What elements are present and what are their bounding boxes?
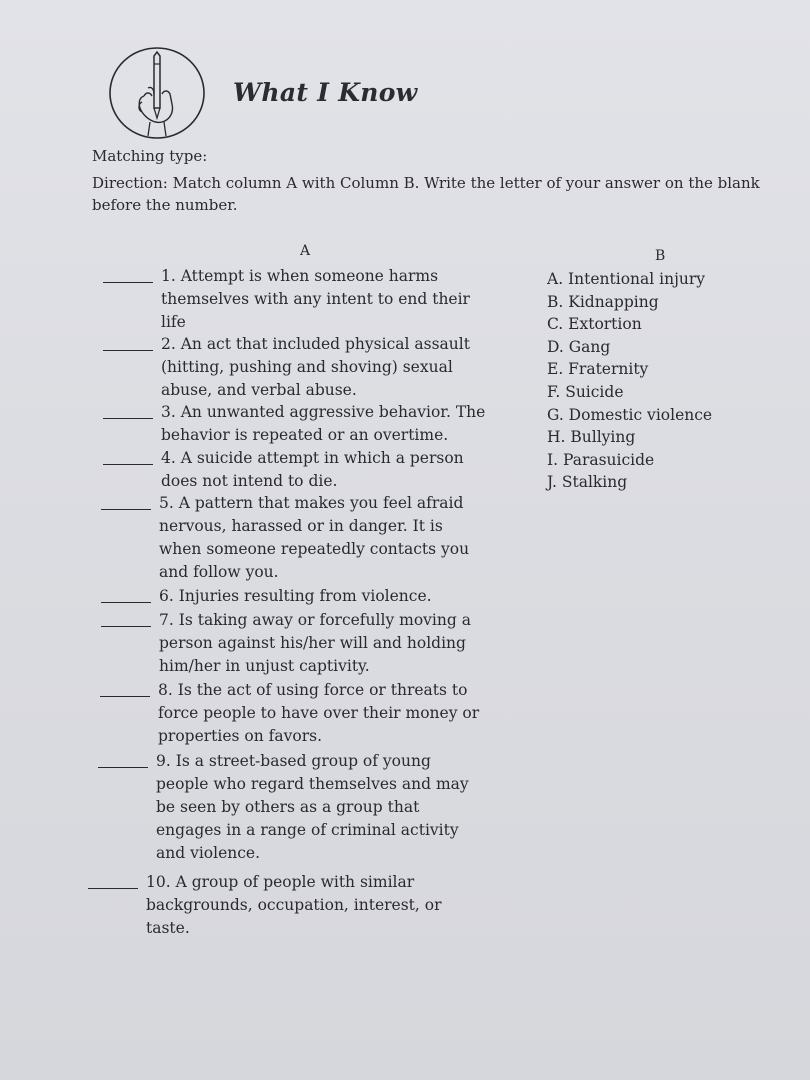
question-item-6: 6. Injuries resulting from violence. [159, 585, 432, 608]
answer-blank[interactable] [101, 492, 151, 510]
question-item-1: 1. Attempt is when someone harms themselves with any intent to end their life [161, 265, 470, 334]
question-item-10: 10. A group of people with similar backgrounds, occupation, interest, or taste. [146, 871, 442, 940]
choice-g: G. Domestic violence [547, 405, 713, 424]
question-item-7: 7. Is taking away or forcefully moving a person against his/her will and holding him/her in unjust captivity. [159, 609, 471, 678]
question-item-3: 3. An unwanted aggressive behavior. The behavior is repeated or an overtime. [161, 401, 485, 447]
choice-j: J. Stalking [547, 473, 628, 492]
column-a-heading: A [300, 243, 311, 259]
question-item-9: 9. Is a street-based group of young people who regard themselves and may be seen by others as a group that engages in a range of criminal activity and violence. [156, 750, 469, 865]
choice-e: E. Fraternity [547, 360, 649, 379]
answer-blank[interactable] [103, 333, 153, 351]
choice-h: H. Bullying [547, 428, 636, 447]
answer-blank[interactable] [100, 679, 150, 697]
choice-i: I. Parasuicide [547, 450, 655, 469]
answer-blank[interactable] [101, 585, 151, 603]
question-item-2: 2. An act that included physical assault (hitting, pushing and shoving) sexual abuse, and verbal abuse. [161, 333, 470, 402]
choice-c: C. Extortion [547, 315, 642, 334]
answer-blank[interactable] [88, 871, 138, 889]
answer-blank[interactable] [101, 609, 151, 627]
choice-d: D. Gang [547, 337, 611, 356]
direction-text: Direction: Match column A with Column B. Write the letter of your answer on the blank before the number. [92, 174, 760, 214]
question-item-4: 4. A suicide attempt in which a person does not intend to die. [161, 447, 464, 493]
column-b-heading: B [655, 248, 666, 264]
choice-b: B. Kidnapping [547, 292, 659, 311]
answer-blank[interactable] [98, 750, 148, 768]
choice-f: F. Suicide [547, 382, 624, 401]
answer-blank[interactable] [103, 447, 153, 465]
choice-a: A. Intentional injury [547, 270, 706, 288]
question-item-8: 8. Is the act of using force or threats to force people to have over their money or properties on favors. [158, 679, 479, 748]
pencil-hand-icon [108, 46, 206, 140]
question-item-5: 5. A pattern that makes you feel afraid nervous, harassed or in danger. It is when someone repeatedly contacts you and follow you. [159, 492, 469, 584]
matching-type-label: Matching type: [92, 147, 208, 165]
column-b-list [547, 268, 712, 494]
answer-blank[interactable] [103, 265, 153, 283]
answer-blank[interactable] [103, 401, 153, 419]
page-title: What I Know [233, 78, 418, 107]
